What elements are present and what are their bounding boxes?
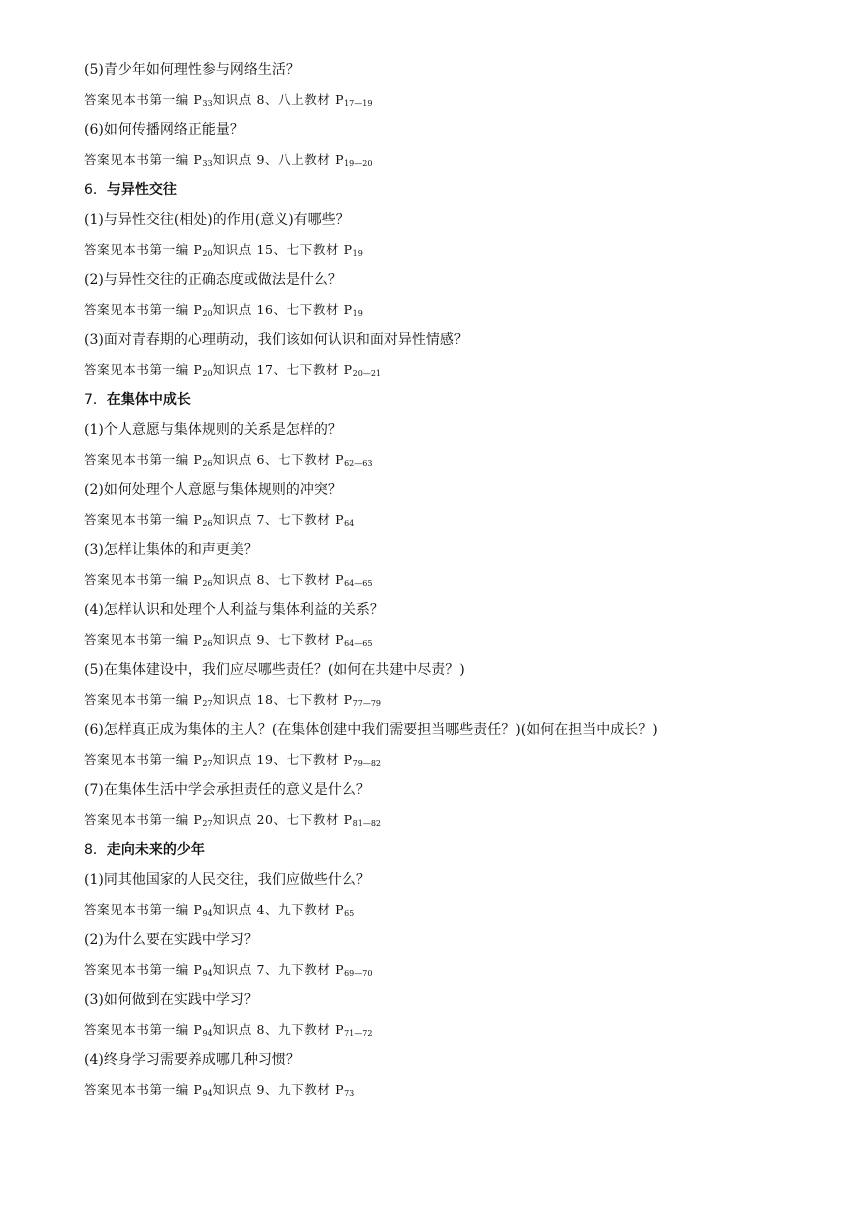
answer-prefix: 答案见本书第一编 P (84, 452, 203, 467)
textbook-page-range: 19—20 (344, 159, 373, 168)
answer-prefix: 答案见本书第一编 P (84, 302, 203, 317)
answer-reference-line (84, 445, 860, 475)
textbook-page-range: 81—82 (352, 819, 382, 828)
question-line: (6)怎样真正成为集体的主人？(在集体创建中我们需要担当哪些责任？)(如何在担当中成长？) (84, 722, 658, 738)
answer-reference-line (84, 235, 860, 265)
book-page-number: 26 (202, 519, 213, 528)
question-line: (4)终身学习需要养成哪几种习惯？ (84, 1052, 300, 1068)
question-line: (3)面对青春期的心理萌动，我们该如何认识和面对异性情感？ (84, 332, 468, 348)
book-page-number: 26 (202, 579, 213, 588)
textbook-page-range: 19 (352, 309, 363, 318)
book-page-number: 20 (202, 369, 213, 378)
answer-prefix: 答案见本书第一编 P (84, 152, 203, 167)
book-page-number: 27 (202, 759, 213, 768)
textbook-page-range: 17—19 (344, 99, 373, 108)
section-heading (84, 175, 860, 205)
book-page-number: 33 (202, 99, 213, 108)
answer-middle: 知识点 16、七下教材 P (212, 302, 353, 317)
answer-middle: 知识点 15、七下教材 P (212, 242, 353, 257)
answer-middle: 知识点 8、八上教材 P (212, 92, 345, 107)
book-page-number: 20 (202, 249, 213, 258)
question-line: (2)如何处理个人意愿与集体规则的冲突？ (84, 482, 342, 498)
section-title: 在集体中成长 (106, 392, 191, 408)
book-page-number: 26 (202, 459, 213, 468)
answer-reference-line (84, 355, 860, 385)
question-line: (5)青少年如何理性参与网络生活？ (84, 62, 300, 78)
answer-prefix: 答案见本书第一编 P (84, 1022, 203, 1037)
answer-middle: 知识点 18、七下教材 P (212, 692, 353, 707)
answer-reference-line (84, 625, 860, 655)
question-line: (3)怎样让集体的和声更美？ (84, 542, 258, 558)
section-number: 8． (84, 842, 107, 858)
answer-reference-line (84, 745, 860, 775)
textbook-page-range: 64 (344, 519, 355, 528)
textbook-page-range: 69—70 (344, 969, 373, 978)
answer-prefix: 答案见本书第一编 P (84, 92, 203, 107)
textbook-page-range: 62—63 (344, 459, 373, 468)
answer-reference-line (84, 145, 860, 175)
question-line: (2)为什么要在实践中学习？ (84, 932, 258, 948)
textbook-page-range: 20—21 (352, 369, 382, 378)
question-line: (3)如何做到在实践中学习？ (84, 992, 258, 1008)
answer-prefix: 答案见本书第一编 P (84, 692, 203, 707)
answer-reference-line (84, 685, 860, 715)
answer-prefix: 答案见本书第一编 P (84, 902, 203, 917)
answer-middle: 知识点 9、九下教材 P (212, 1082, 345, 1097)
answer-prefix: 答案见本书第一编 P (84, 752, 203, 767)
book-page-number: 26 (202, 639, 213, 648)
answer-reference-line (84, 85, 860, 115)
answer-middle: 知识点 8、七下教材 P (212, 572, 345, 587)
question-line: (1)与异性交往(相处)的作用(意义)有哪些？ (84, 212, 350, 228)
answer-reference-line (84, 805, 860, 835)
answer-middle: 知识点 20、七下教材 P (212, 812, 353, 827)
question-line: (1)同其他国家的人民交往，我们应做些什么？ (84, 872, 370, 888)
answer-middle: 知识点 9、八上教材 P (212, 152, 345, 167)
answer-reference-line (84, 895, 860, 925)
textbook-page-range: 77—79 (352, 699, 382, 708)
answer-reference-line (84, 1015, 860, 1045)
book-page-number: 27 (202, 699, 213, 708)
answer-middle: 知识点 17、七下教材 P (212, 362, 353, 377)
answer-prefix: 答案见本书第一编 P (84, 962, 203, 977)
question-line: (1)个人意愿与集体规则的关系是怎样的？ (84, 422, 342, 438)
book-page-number: 94 (202, 909, 213, 918)
book-page-number: 94 (202, 1089, 213, 1098)
textbook-page-range: 65 (344, 909, 355, 918)
answer-reference-line (84, 295, 860, 325)
section-heading (84, 835, 860, 865)
textbook-page-range: 64—65 (344, 579, 373, 588)
textbook-page-range: 71—72 (344, 1029, 373, 1038)
question-line: (7)在集体生活中学会承担责任的意义是什么？ (84, 782, 370, 798)
question-line: (4)怎样认识和处理个人利益与集体利益的关系？ (84, 602, 384, 618)
book-page-number: 94 (202, 1029, 213, 1038)
question-line: (5)在集体建设中，我们应尽哪些责任？(如何在共建中尽责？) (84, 662, 465, 678)
answer-prefix: 答案见本书第一编 P (84, 812, 203, 827)
answer-reference-line (84, 565, 860, 595)
section-title: 走向未来的少年 (106, 842, 205, 858)
book-page-number: 94 (202, 969, 213, 978)
answer-middle: 知识点 7、九下教材 P (212, 962, 345, 977)
textbook-page-range: 19 (352, 249, 363, 258)
answer-prefix: 答案见本书第一编 P (84, 632, 203, 647)
textbook-page-range: 73 (344, 1089, 355, 1098)
section-number: 6． (84, 182, 107, 198)
answer-middle: 知识点 7、七下教材 P (212, 512, 345, 527)
textbook-page-range: 79—82 (352, 759, 382, 768)
answer-prefix: 答案见本书第一编 P (84, 572, 203, 587)
section-heading (84, 385, 860, 415)
book-page-number: 27 (202, 819, 213, 828)
answer-reference-line (84, 1075, 860, 1105)
section-title: 与异性交往 (106, 182, 177, 198)
question-line: (2)与异性交往的正确态度或做法是什么？ (84, 272, 342, 288)
answer-prefix: 答案见本书第一编 P (84, 362, 203, 377)
question-line: (6)如何传播网络正能量？ (84, 122, 244, 138)
section-number: 7． (84, 392, 107, 408)
answer-prefix: 答案见本书第一编 P (84, 512, 203, 527)
answer-middle: 知识点 8、九下教材 P (212, 1022, 345, 1037)
book-page-number: 33 (202, 159, 213, 168)
answer-middle: 知识点 9、七下教材 P (212, 632, 345, 647)
answer-middle: 知识点 6、七下教材 P (212, 452, 345, 467)
answer-reference-line (84, 505, 860, 535)
book-page-number: 20 (202, 309, 213, 318)
answer-reference-line (84, 955, 860, 985)
textbook-page-range: 64—65 (344, 639, 373, 648)
answer-prefix: 答案见本书第一编 P (84, 1082, 203, 1097)
answer-prefix: 答案见本书第一编 P (84, 242, 203, 257)
answer-middle: 知识点 19、七下教材 P (212, 752, 353, 767)
answer-middle: 知识点 4、九下教材 P (212, 902, 345, 917)
